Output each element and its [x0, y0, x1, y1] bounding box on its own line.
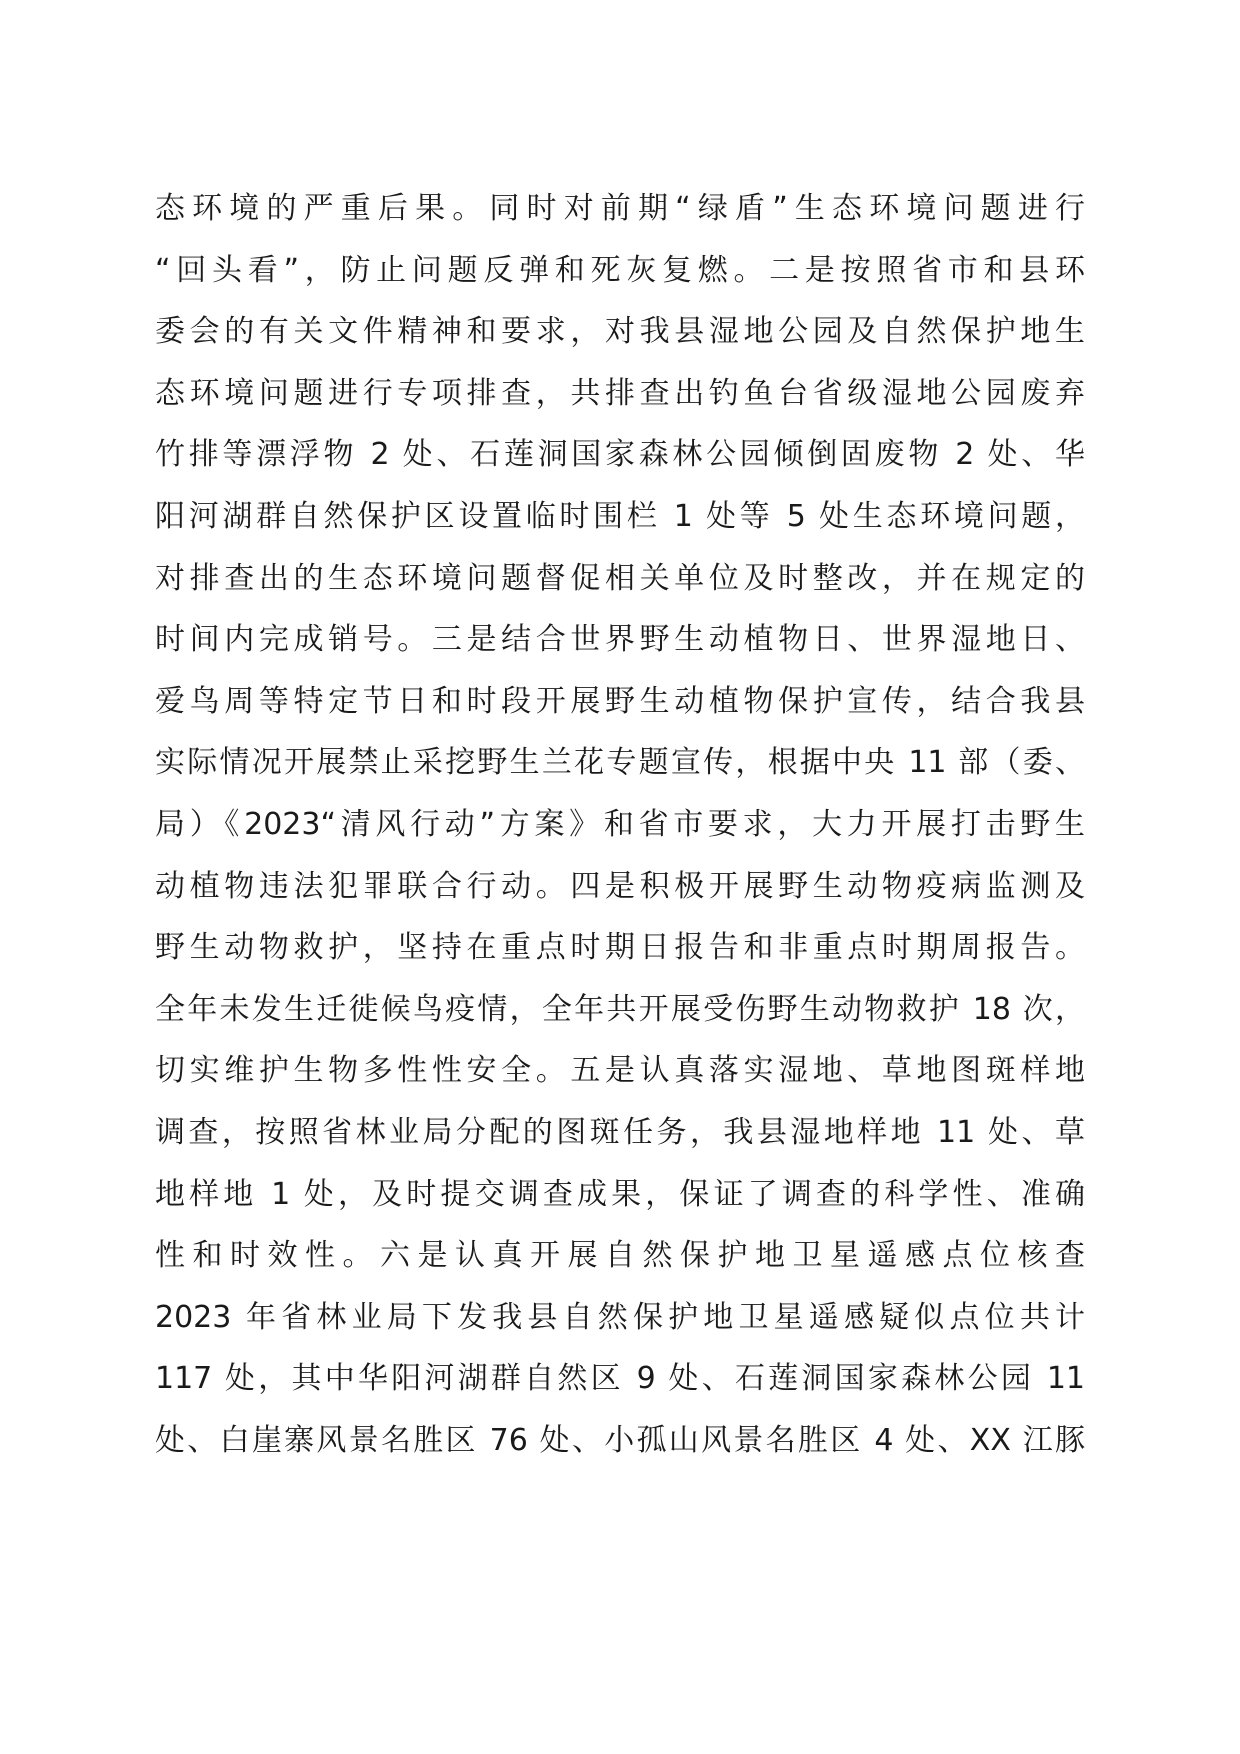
text-line: 对排查出的生态环境问题督促相关单位及时整改，并在规定的: [155, 560, 1085, 596]
text-line: 性和时效性。六是认真开展自然保护地卫星遥感点位核查: [155, 1238, 1085, 1274]
text-line: 态环境的严重后果。同时对前期“绿盾”生态环境问题进行: [155, 191, 1085, 226]
text-line: 实际情况开展禁止采挖野生兰花专题宣传，根据中央 11 部（委、: [155, 745, 1085, 781]
text-line: 态环境问题进行专项排查，共排查出钓鱼台省级湿地公园废弃: [155, 375, 1085, 411]
text-line: 动植物违法犯罪联合行动。四是积极开展野生动物疫病监测及: [155, 868, 1085, 904]
text-line: 野生动物救护，坚持在重点时期日报告和非重点时期周报告。: [155, 930, 1085, 966]
text-line: 局）《2023“清风行动”方案》和省市要求，大力开展打击野生: [155, 806, 1085, 842]
text-line: 2023 年省林业局下发我县自然保护地卫星遥感疑似点位共计: [155, 1299, 1085, 1335]
text-line: 阳河湖群自然保护区设置临时围栏 1 处等 5 处生态环境问题，: [155, 498, 1085, 534]
text-line: 调查，按照省林业局分配的图斑任务，我县湿地样地 11 处、草: [155, 1114, 1085, 1150]
text-line: 处、白崖寨风景名胜区 76 处、小孤山风景名胜区 4 处、XX 江豚: [155, 1422, 1085, 1458]
text-line: “回头看”，防止问题反弹和死灰复燃。二是按照省市和县环: [155, 252, 1085, 288]
text-line: 爱鸟周等特定节日和时段开展野生动植物保护宣传，结合我县: [155, 683, 1085, 719]
body-paragraph: [155, 178, 1085, 1471]
text-line: 委会的有关文件精神和要求，对我县湿地公园及自然保护地生: [155, 314, 1085, 350]
text-line: 竹排等漂浮物 2 处、石莲洞国家森林公园倾倒固废物 2 处、华: [155, 437, 1085, 473]
text-line: 117 处，其中华阳河湖群自然区 9 处、石莲洞国家森林公园 11: [155, 1361, 1085, 1397]
text-line: 切实维护生物多性性安全。五是认真落实湿地、草地图斑样地: [155, 1053, 1085, 1089]
text-line: 全年未发生迁徙候鸟疫情，全年共开展受伤野生动物救护 18 次，: [155, 991, 1085, 1027]
text-line: 地样地 1 处，及时提交调查成果，保证了调查的科学性、准确: [155, 1176, 1085, 1212]
text-line: 时间内完成销号。三是结合世界野生动植物日、世界湿地日、: [155, 622, 1085, 658]
